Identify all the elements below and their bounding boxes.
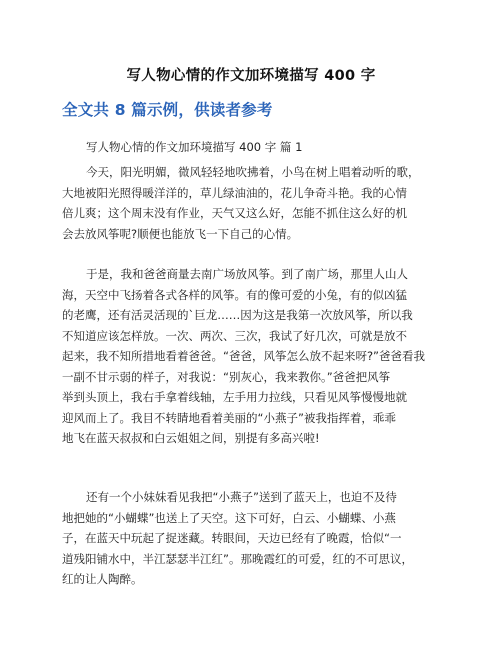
paragraph-line: 子，在蓝天中玩起了捉迷藏。转眼间，天边已经有了晚霞，恰似“一 (62, 531, 402, 545)
paragraph-1 (62, 162, 442, 244)
paragraph-line: 举到头顶上，我右手拿着线轴，左手用力拉线，只看见风筝慢慢地就 (62, 390, 407, 404)
paragraph-line: 于是，我和爸爸商量去南广场放风筝。到了南广场，那里人山人 (86, 267, 408, 281)
paragraph-3 (62, 487, 442, 590)
paragraph-line: 今天，阳光明媚，微风轻轻地吹拂着，小鸟在树上唱着动听的歌， (86, 165, 420, 179)
paragraph-line: 的老鹰，还有活灵活现的`巨龙……因为这是我第一次放风筝，所以我 (62, 308, 413, 322)
paragraph-line: 会去放风筝呢?顺便也能放飞一下自己的心情。 (62, 226, 299, 241)
paragraph-line: 大地被阳光照得暖洋洋的，草儿绿油油的，花儿争奇斗艳。我的心情 (62, 185, 407, 200)
paragraph-line: 一副不甘示弱的样子，对我说：“别灰心，我来教你。”爸爸把风筝 (62, 369, 391, 384)
paragraph-line: 海，天空中飞扬着各式各样的风筝。有的像可爱的小兔，有的似凶猛 (62, 287, 407, 302)
paragraph-line: 地把她的“小蝴蝶”也送上了天空。这下可好，白云、小蝴蝶、小燕 (62, 510, 396, 525)
paragraph-line: 不知道应该怎样放。一次、两次、三次，我试了好几次，可就是放不 (62, 328, 407, 343)
paragraph-line: 起来，我不知所措地看着爸爸。“爸爸，风筝怎么放不起来呀?”爸爸看我 (62, 349, 426, 363)
paragraph-2 (62, 264, 442, 449)
article-subheading: 写人物心情的作文加环境描写 400 字 篇 1 (86, 140, 303, 154)
promo-banner: 全文共 8 篇示例，供读者参考 (62, 101, 273, 119)
document-title: 写人物心情的作文加环境描写 400 字 (126, 68, 376, 84)
paragraph-line: 迎风而上了。我目不转睛地看着美丽的“小燕子”被我指挥着，乖乖 (62, 410, 396, 425)
paragraph-line: 道残阳铺水中，半江瑟瑟半江红”。那晚霞红的可爱，红的不可思议， (62, 551, 413, 566)
paragraph-line: 还有一个小妹妹看见我把“小燕子”送到了蓝天上，也迫不及待 (86, 490, 397, 504)
paragraph-line: 红的让人陶醉。 (62, 572, 143, 586)
paragraph-line: 地飞在蓝天叔叔和白云姐姐之间，别提有多高兴啦! (62, 431, 320, 445)
paragraph-line: 倍儿爽；这个周末没有作业，天气又这么好，怎能不抓住这么好的机 (62, 206, 407, 220)
